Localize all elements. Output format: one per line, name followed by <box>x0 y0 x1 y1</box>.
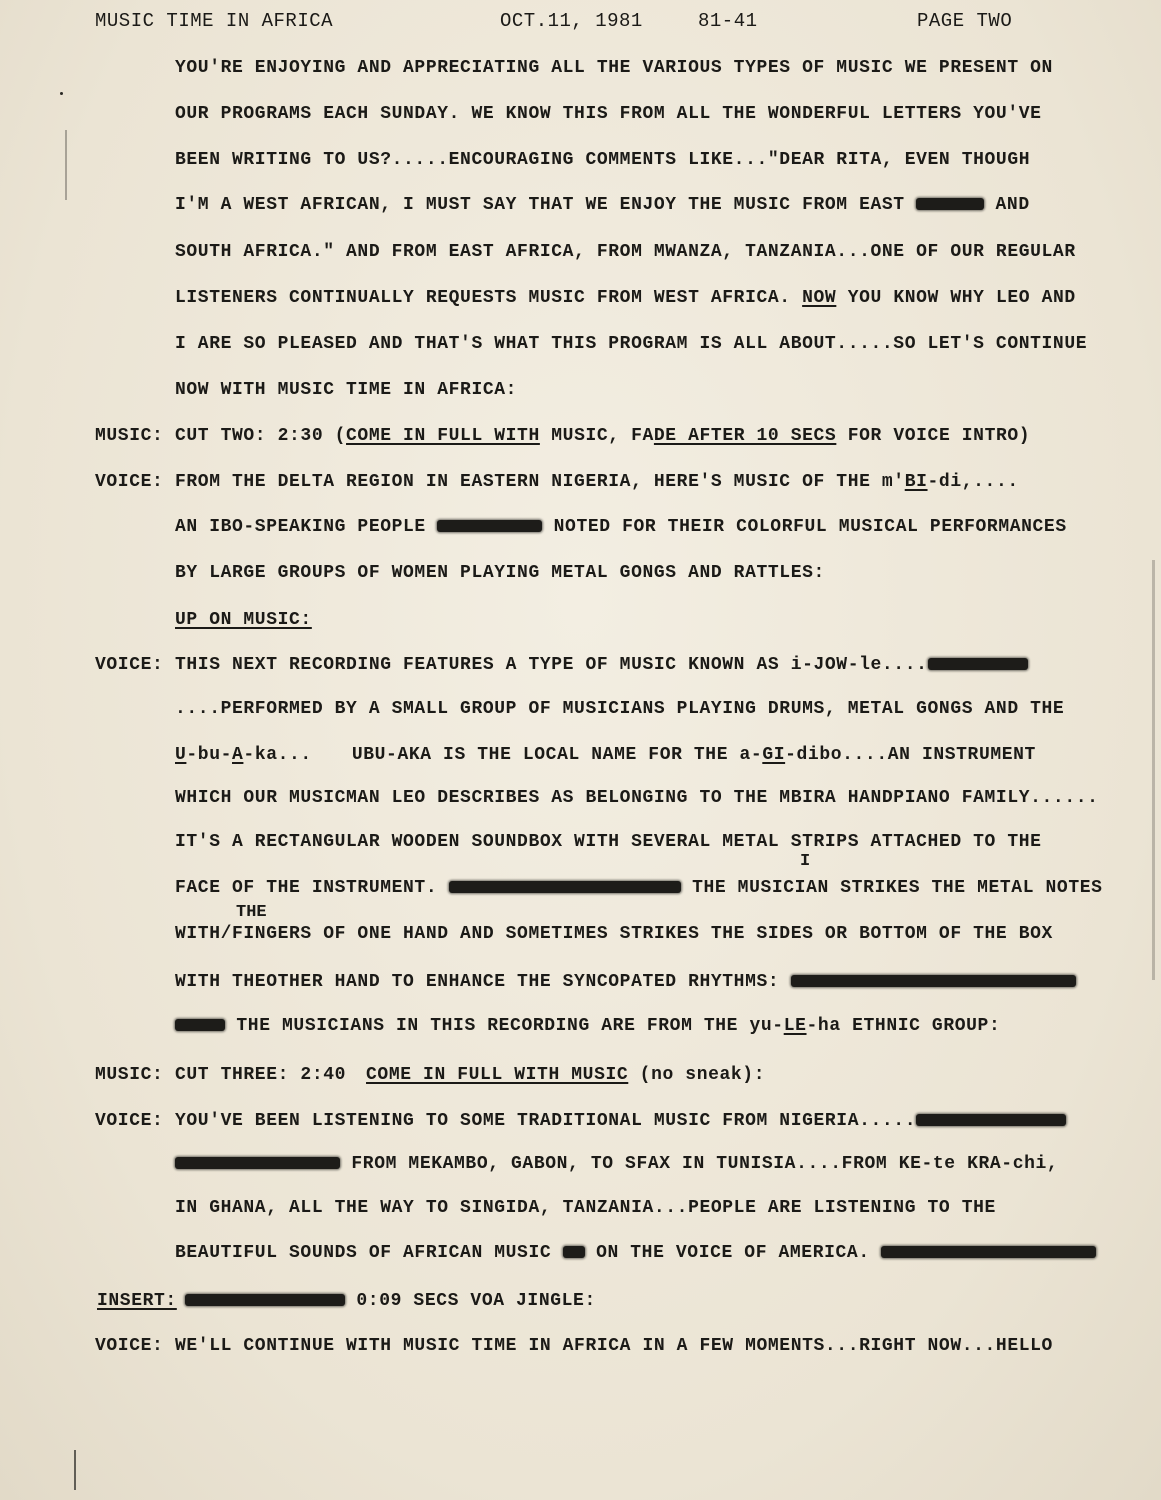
underlined-text: UP ON MUSIC: <box>175 610 312 630</box>
text-line <box>175 970 1076 994</box>
text-segment: YOU'VE BEEN LISTENING TO SOME TRADITIONAL MUSIC FROM NIGERIA..... <box>175 1111 917 1131</box>
text-segment: AN IBO-SPEAKING PEOPLE <box>175 517 426 537</box>
text-line <box>175 515 1067 539</box>
underlined-text: U <box>175 745 187 765</box>
text-line <box>175 743 1036 767</box>
text-line <box>175 1241 1096 1265</box>
speaker-label-voice: VOICE: <box>95 655 164 675</box>
redaction-mark <box>185 1294 345 1306</box>
text-line: BEEN WRITING TO US?.....ENCOURAGING COMMENTS LIKE..."DEAR RITA, EVEN THOUGH <box>175 150 1031 170</box>
text-line <box>175 1152 1058 1176</box>
redaction-mark <box>175 1019 225 1031</box>
text-line: OUR PROGRAMS EACH SUNDAY. WE KNOW THIS FROM ALL THE WONDERFUL LETTERS YOU'VE <box>175 104 1042 124</box>
script-number: 81-41 <box>698 10 758 32</box>
text-line <box>175 608 312 632</box>
text-segment: LISTENERS CONTINUALLY REQUESTS MUSIC FROM WEST AFRICA. <box>175 288 791 308</box>
redaction-mark <box>175 1157 340 1169</box>
underlined-text: LE <box>783 1016 807 1036</box>
text-segment: CUT THREE: 2:40 <box>175 1065 347 1085</box>
underlined-text: DE AFTER 10 SECS <box>653 426 837 446</box>
underlined-text: GI <box>762 745 786 765</box>
text-segment: WITH THEOTHER HAND TO ENHANCE THE SYNCOPATED RHYTHMS: <box>175 972 780 992</box>
text-segment: THIS NEXT RECORDING FEATURES A TYPE OF MUSIC KNOWN AS i-JOW-le.... <box>175 655 928 675</box>
redaction-mark <box>881 1246 1096 1258</box>
underlined-text: BI <box>904 472 928 492</box>
speaker-label-music: MUSIC: <box>95 426 164 446</box>
redaction-mark <box>791 975 1076 987</box>
text-line <box>175 653 1028 677</box>
text-line: SOUTH AFRICA." AND FROM EAST AFRICA, FROM MWANZA, TANZANIA...ONE OF OUR REGULAR <box>175 242 1076 262</box>
text-segment: FROM MEKAMBO, GABON, TO SFAX IN TUNISIA....FROM KE-te KRA-chi, <box>351 1154 1059 1174</box>
speaker-label-voice: VOICE: <box>95 1336 164 1356</box>
text-line <box>175 1063 765 1087</box>
underlined-text: NOW <box>802 288 837 308</box>
text-segment: (no sneak): <box>628 1065 766 1085</box>
text-segment: MUSIC, FA <box>539 426 654 446</box>
text-segment: -di,.... <box>927 472 1019 492</box>
handwritten-insertion: THE <box>236 903 267 922</box>
underlined-text: COME IN FULL WITH MUSIC <box>366 1065 629 1085</box>
redaction-mark <box>449 881 681 893</box>
edge-shadow <box>1152 560 1155 980</box>
text-line: ....PERFORMED BY A SMALL GROUP OF MUSICIANS PLAYING DRUMS, METAL GONGS AND THE <box>175 699 1065 719</box>
page-number: PAGE TWO <box>917 10 1013 32</box>
handwritten-insertion: I <box>800 852 811 871</box>
margin-mark <box>65 130 67 200</box>
text-line: WE'LL CONTINUE WITH MUSIC TIME IN AFRICA IN A FEW MOMENTS...RIGHT NOW...HELLO <box>175 1336 1053 1356</box>
margin-mark <box>74 1450 76 1490</box>
program-title: MUSIC TIME IN AFRICA <box>95 10 334 32</box>
text-segment: CUT TWO: 2:30 ( <box>175 426 347 446</box>
text-segment: ON THE VOICE OF AMERICA. <box>596 1243 870 1263</box>
text-segment: FACE OF THE INSTRUMENT. <box>175 878 438 898</box>
text-line <box>175 470 1019 494</box>
text-segment: NOTED FOR THEIR COLORFUL MUSICAL PERFORMANCES <box>553 517 1067 537</box>
text-segment: BEAUTIFUL SOUNDS OF AFRICAN MUSIC <box>175 1243 552 1263</box>
text-line: YOU'RE ENJOYING AND APPRECIATING ALL THE VARIOUS TYPES OF MUSIC WE PRESENT ON <box>175 58 1053 78</box>
text-segment: I'M A WEST AFRICAN, I MUST SAY THAT WE ENJOY THE MUSIC FROM EAST <box>175 195 905 215</box>
text-line: WITH/FINGERS OF ONE HAND AND SOMETIMES STRIKES THE SIDES OR BOTTOM OF THE BOX <box>175 924 1053 944</box>
text-segment: AND <box>995 195 1030 215</box>
text-segment: FOR VOICE INTRO) <box>836 426 1031 446</box>
text-line: I ARE SO PLEASED AND THAT'S WHAT THIS PROGRAM IS ALL ABOUT.....SO LET'S CONTINUE <box>175 334 1088 354</box>
redaction-mark <box>437 520 542 532</box>
text-line <box>175 1014 1000 1038</box>
text-segment: YOU KNOW WHY LEO AND <box>847 288 1076 308</box>
speaker-label-insert: INSERT: <box>97 1291 177 1311</box>
text-line <box>175 876 1103 900</box>
text-line <box>175 1109 1066 1133</box>
underlined-text: COME IN FULL WITH <box>346 426 540 446</box>
margin-mark <box>60 92 63 95</box>
text-line: IN GHANA, ALL THE WAY TO SINGIDA, TANZANIA...PEOPLE ARE LISTENING TO THE <box>175 1198 996 1218</box>
page-header <box>0 10 1161 40</box>
text-line <box>175 286 1076 310</box>
text-segment: 0:09 SECS VOA JINGLE: <box>356 1291 596 1311</box>
text-line <box>175 424 1030 448</box>
speaker-label-voice: VOICE: <box>95 472 164 492</box>
text-line <box>185 1289 596 1313</box>
text-segment: THE MUSICIAN STRIKES THE METAL NOTES <box>692 878 1103 898</box>
redaction-mark <box>916 1114 1066 1126</box>
text-segment: -dibo....AN INSTRUMENT <box>785 745 1036 765</box>
text-line: IT'S A RECTANGULAR WOODEN SOUNDBOX WITH SEVERAL METAL STRIPS ATTACHED TO THE <box>175 832 1042 852</box>
text-segment: THE MUSICIANS IN THIS RECORDING ARE FROM THE yu- <box>236 1016 784 1036</box>
redaction-mark <box>563 1246 585 1258</box>
text-segment: FROM THE DELTA REGION IN EASTERN NIGERIA, HERE'S MUSIC OF THE m' <box>175 472 905 492</box>
redaction-mark <box>928 658 1028 670</box>
speaker-label-voice: VOICE: <box>95 1111 164 1131</box>
underlined-text: A <box>232 745 244 765</box>
text-line: NOW WITH MUSIC TIME IN AFRICA: <box>175 380 518 400</box>
broadcast-date: OCT.11, 1981 <box>500 10 643 32</box>
speaker-label-music: MUSIC: <box>95 1065 164 1085</box>
text-segment: -bu- <box>186 745 233 765</box>
redaction-mark <box>916 198 984 210</box>
text-line: WHICH OUR MUSICMAN LEO DESCRIBES AS BELONGING TO THE MBIRA HANDPIANO FAMILY...... <box>175 788 1099 808</box>
text-segment: -ha ETHNIC GROUP: <box>806 1016 1001 1036</box>
text-segment: -ka... <box>243 745 312 765</box>
text-segment: UBU-AKA IS THE LOCAL NAME FOR THE a- <box>351 745 763 765</box>
text-line <box>175 193 1030 217</box>
text-line: BY LARGE GROUPS OF WOMEN PLAYING METAL GONGS AND RATTLES: <box>175 563 825 583</box>
